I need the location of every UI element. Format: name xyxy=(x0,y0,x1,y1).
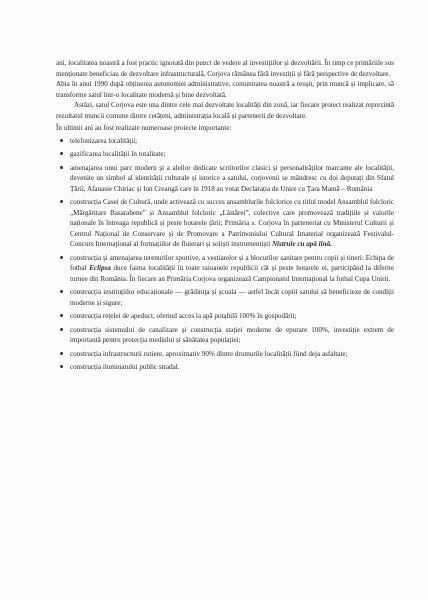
bullet-icon xyxy=(60,166,63,169)
list-item xyxy=(56,253,394,285)
list-item-text: construcția și amenajarea terenurilor sportive, a vestiarelor și a blocurilor sanitare pentru copii și tineri: Echipa de fotbal xyxy=(70,253,394,272)
bullet-icon xyxy=(60,365,63,368)
festival-name: Nistrule cu apă lină. xyxy=(271,240,332,248)
bullet-icon xyxy=(60,200,63,203)
paragraph-today: Astăzi, satul Corjova este una dintre cele mai dezvoltate localități din zonă, iar fiecare proiect realizat reprezintă rezultatul muncii comune dintre cetățeni, administrația locală și partenerii de dezvoltare. xyxy=(56,101,394,120)
list-item xyxy=(56,325,394,346)
projects-list xyxy=(56,136,394,373)
list-item-text: construcția infrastructurii rutiere, aproximativ 90% dintre drumurile localității fiind deja asfaltate; xyxy=(70,349,348,358)
list-item-text: telefonizarea localității; xyxy=(70,136,138,145)
list-item xyxy=(56,349,394,360)
bullet-icon xyxy=(60,328,63,331)
list-item xyxy=(56,311,394,322)
bullet-icon xyxy=(60,314,63,317)
list-item xyxy=(56,136,394,147)
list-item-text: construcția instituțiilor educaționale — grădinița și școala — astfel încât copiii satului să beneficieze de condiții moderne și sigure; xyxy=(70,288,394,307)
bullet-icon xyxy=(60,256,63,259)
paragraph-projects-lead: În ultimii ani au fost realizate numeroase proiecte importante: xyxy=(56,124,232,132)
list-item-text-continued: duce faima localității în toate raioanele republicii cât și peste hotarele ei, participând la diferite turnee din România. În fiecare an Primăria Corjova organizează Campionatul Internațional la fotbal Cupa Unirii. xyxy=(70,264,394,283)
list-item-text: amenajarea unui parc modern și a aleilor dedicate scriitorilor clasici și personalităților marcante ale localității, devenite un simbol al identității culturale și istorice a satului, corjovenii se mândresc cu doi deputați din Sfatul Țării, Afanasie Chiriac și Ion Creangă care în 1918 au votat Declarația de Unire cu Țara Mamă – România xyxy=(70,163,394,193)
team-name: Eclipsa xyxy=(89,264,111,272)
list-item-text: construcția sistemului de canalizare și construcția stației moderne de epurare 100%, investiție extrem de importantă pentru protecția mediului și sănătatea populației; xyxy=(70,325,394,344)
bullet-icon xyxy=(60,352,63,355)
list-item-text: construcția iluminatului public stradal. xyxy=(70,363,180,371)
list-item-text: gazificarea localității în totalitate; xyxy=(70,150,166,158)
list-item xyxy=(56,287,394,308)
bullet-icon xyxy=(60,152,63,155)
list-item-text: construcția rețelei de apeduct, oferind acces la apă potabilă 100% în gospodării; xyxy=(70,312,297,320)
bullet-icon xyxy=(60,290,63,293)
list-item xyxy=(56,149,394,160)
list-item xyxy=(56,362,394,373)
paragraph-intro: ani, localitatea noastră a fost practic ignorată din punct de vedere al investițiilor și dezvoltării. În timp ce primăriile sus menționate beneficiau de dezvoltare infrastructurală, Corjova rămânea fără investiții și fără perspective de dezvoltare. xyxy=(56,59,394,78)
paragraph-autonomy: Abia în anul 1990 după obținerea autonomiei administrative, comunitatea noastră a reușit, prin muncă și implicare, să transforme satul într-o localitate modernă și bine dezvoltată. xyxy=(56,80,394,99)
list-item xyxy=(56,163,394,195)
bullet-icon xyxy=(60,139,63,142)
list-item xyxy=(56,197,394,250)
list-item-text: construcția Casei de Cultură, unde activează cu succes ansamblurile folclorice cu titlul model Ansamblul folcloric „Mărgăritare Basarabene” și Ansamblul folcloric „Lăstărei”, colective care promovează tradițiile și valorile naționale în întreaga republică și peste hotarele țării; Primăria s. Corjova în parteneriat cu Ministerul Culturii și Centrul Național de Conservare și de Promovare a Patrimoniului Cultural Imaterial organizează Festivalul-Concurs Internațional al formațiilor de fluierari și soliști instrumentiști xyxy=(70,198,394,248)
